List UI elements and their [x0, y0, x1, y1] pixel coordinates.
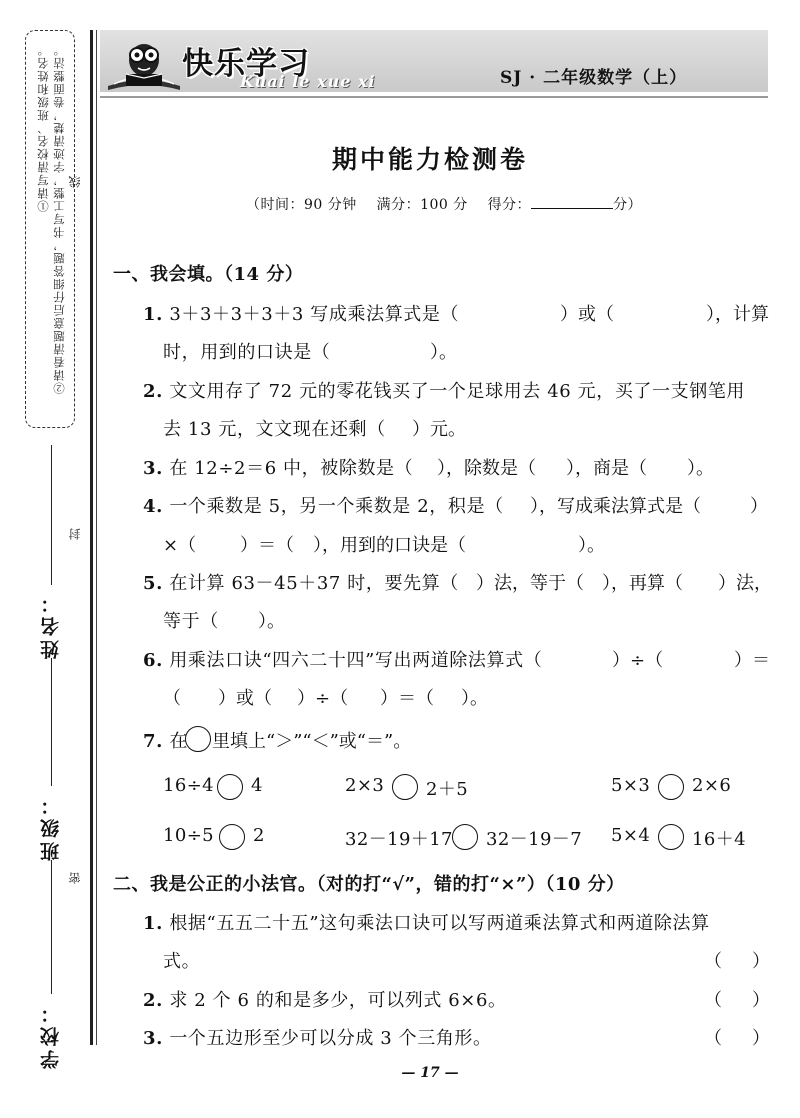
section1-heading: 一、我会填。（14 分） [113, 264, 304, 285]
brand-title: 快乐学习 [182, 46, 310, 82]
q4-line2-a: ×（ [163, 535, 197, 556]
q7-item5-right: 32－19－7 [486, 829, 583, 850]
q1-text: 3＋3＋3＋3＋3 写成乘法算式是（ [169, 304, 460, 325]
q6-line2-c: ）÷（ [297, 688, 349, 709]
q6-line2-end: ）。 [461, 688, 488, 709]
q5-p3: ），再算（ [602, 573, 683, 594]
s2-q1-number: 1. [143, 913, 163, 934]
s2-q3-answer-close: ） [752, 1028, 770, 1049]
name-label: 姓名： [40, 590, 62, 659]
q7-item1-right: 4 [251, 775, 263, 796]
school-label: 学校： [40, 1000, 62, 1069]
s2-q2-answer-close: ） [752, 990, 770, 1011]
q6-line2-d: ）＝（ [380, 688, 434, 709]
q7-item6-right: 16＋4 [692, 829, 746, 850]
q2-line2: 去 13 元，文文现在还剩（ [163, 419, 386, 440]
q3-p2: ），除数是（ [437, 458, 536, 479]
score-label: 得分： [487, 197, 532, 213]
q3-number: 3. [143, 458, 163, 479]
q3-line1 [143, 454, 413, 480]
q5-end: ）法， [718, 573, 772, 594]
q4-text: 一个乘数是 5，另一个乘数是 2，积是（ [169, 496, 504, 517]
q7-number: 7. [143, 731, 163, 752]
q2-line1 [143, 377, 745, 403]
q7-item4-right: 2 [253, 825, 265, 846]
q7-item2-left: 2×3 [345, 775, 385, 796]
q4-end: ） [750, 496, 768, 517]
s2-q3-number: 3. [143, 1028, 163, 1049]
header-underline [100, 96, 768, 98]
q6-text: 用乘法口诀“四六二十四”写出两道除法算式（ [169, 650, 543, 671]
brand-pinyin: Kuai le xue xi [240, 72, 376, 91]
q2-number: 2. [143, 381, 163, 402]
q7-line1 [143, 727, 188, 753]
q7-item5-circle[interactable] [452, 824, 478, 850]
seal-word-line: 线 [68, 176, 82, 188]
q7-item6-circle[interactable] [658, 824, 684, 850]
seal-word-secret: 密 [68, 872, 82, 884]
s2-q1-line2: 式。 [163, 951, 201, 972]
seal-word-seal: 封 [68, 528, 82, 540]
q4-p2: ），写成乘法算式是（ [530, 496, 701, 517]
s2-q1-answer-open[interactable]: （ [704, 951, 722, 972]
q7-item3-left: 5×3 [611, 775, 651, 796]
q6-line1 [143, 646, 542, 672]
q7-item2-circle[interactable] [392, 774, 418, 800]
s2-q3-text: 一个五边形至少可以分成 3 个三角形。 [169, 1028, 492, 1049]
s2-q3-answer-open[interactable]: （ [704, 1028, 722, 1049]
s2-q2-answer-open[interactable]: （ [704, 990, 722, 1011]
binding-rule-inner [96, 30, 97, 1045]
q1-mid: ）或（ [560, 304, 614, 325]
q3-p3: ），商是（ [566, 458, 647, 479]
notice-line-2: ②请看清题意后仔细答题，书写工整，字迹清楚，卷面整洁。 [52, 43, 66, 394]
q7-item1-circle[interactable] [217, 774, 243, 800]
s2-q2-line1 [143, 986, 507, 1012]
s2-q1-answer-close: ） [752, 951, 770, 972]
q4-line1 [143, 492, 504, 518]
q7-item3-circle[interactable] [658, 774, 684, 800]
q6-line2-b: ）或（ [218, 688, 272, 709]
q6-p2: ）÷（ [612, 650, 664, 671]
class-field[interactable] [51, 658, 52, 786]
class-label: 班级： [40, 792, 62, 861]
binding-rule [90, 30, 93, 1045]
s2-q2-text: 求 2 个 6 的和是多少，可以列式 6×6。 [169, 990, 507, 1011]
s2-q2-number: 2. [143, 990, 163, 1011]
page-number: — 17 — [401, 1065, 459, 1081]
q7-item1-left: 16÷4 [163, 775, 215, 796]
q2-line2-end: ）元。 [412, 419, 466, 440]
q7-item6-left: 5×4 [611, 825, 651, 846]
q5-line2: 等于（ [163, 611, 219, 632]
full-score: 满分：100 分 [376, 197, 468, 213]
score-input[interactable] [531, 196, 613, 209]
q1-line2-end: ）。 [430, 342, 457, 363]
s2-q1-text: 根据“五五二十五”这句乘法口诀可以写两道乘法算式和两道除法算 [169, 913, 710, 934]
section2-heading: 二、我是公正的小法官。（对的打“√”，错的打“×”）（10 分） [113, 874, 625, 895]
q4-line2-end: ）。 [578, 535, 605, 556]
q3-text: 在 12÷2＝6 中，被除数是（ [169, 458, 414, 479]
q7-item2-right: 2＋5 [426, 779, 469, 800]
subject-label: SJ · 二年级数学（上） [500, 68, 688, 88]
page-title: 期中能力检测卷 [331, 145, 528, 174]
q5-text: 在计算 63－45＋37 时，要先算（ [169, 573, 459, 594]
s2-q3-line1 [143, 1024, 492, 1050]
exam-notice-box [25, 30, 75, 428]
reading-mascot-icon [104, 30, 184, 94]
q4-line2-b: ）＝（ [240, 535, 294, 556]
time-limit: （时间：90 分钟 [246, 197, 357, 213]
q7-item4-circle[interactable] [219, 824, 245, 850]
q1-number: 1. [143, 304, 163, 325]
q3-end: ）。 [687, 458, 714, 479]
q7-item5-left: 32－19＋17 [345, 829, 453, 850]
q5-line1 [143, 569, 459, 595]
q6-end: ）＝ [734, 650, 770, 671]
q5-line2-end: ）。 [258, 611, 285, 632]
q2-text: 文文用存了 72 元的零花钱买了一个足球用去 46 元，买了一支钢笔用 [169, 381, 746, 402]
q5-p2: ）法，等于（ [476, 573, 584, 594]
q4-line2-c: ），用到的口诀是（ [313, 535, 466, 556]
q7-instruction-circle [185, 726, 211, 752]
s2-q1-line1 [143, 909, 710, 935]
score-unit: 分） [613, 197, 643, 213]
q4-number: 4. [143, 496, 163, 517]
exam-info [246, 194, 642, 214]
q1-line1 [143, 300, 459, 326]
q7-text-before: 在 [169, 731, 188, 752]
q1-end: ），计算 [706, 304, 769, 325]
name-field[interactable] [51, 445, 52, 585]
q5-number: 5. [143, 573, 163, 594]
q7-text-after: 里填上“＞”“＜”或“＝”。 [212, 731, 412, 752]
q6-line2-a: （ [163, 688, 181, 709]
q7-item4-left: 10÷5 [163, 825, 215, 846]
notice-line-1: ①请写清校名、班级和姓名。 [36, 43, 50, 212]
school-field[interactable] [51, 860, 52, 994]
q7-item3-right: 2×6 [692, 775, 732, 796]
q1-line2: 时，用到的口诀是（ [163, 342, 331, 363]
q6-number: 6. [143, 650, 163, 671]
